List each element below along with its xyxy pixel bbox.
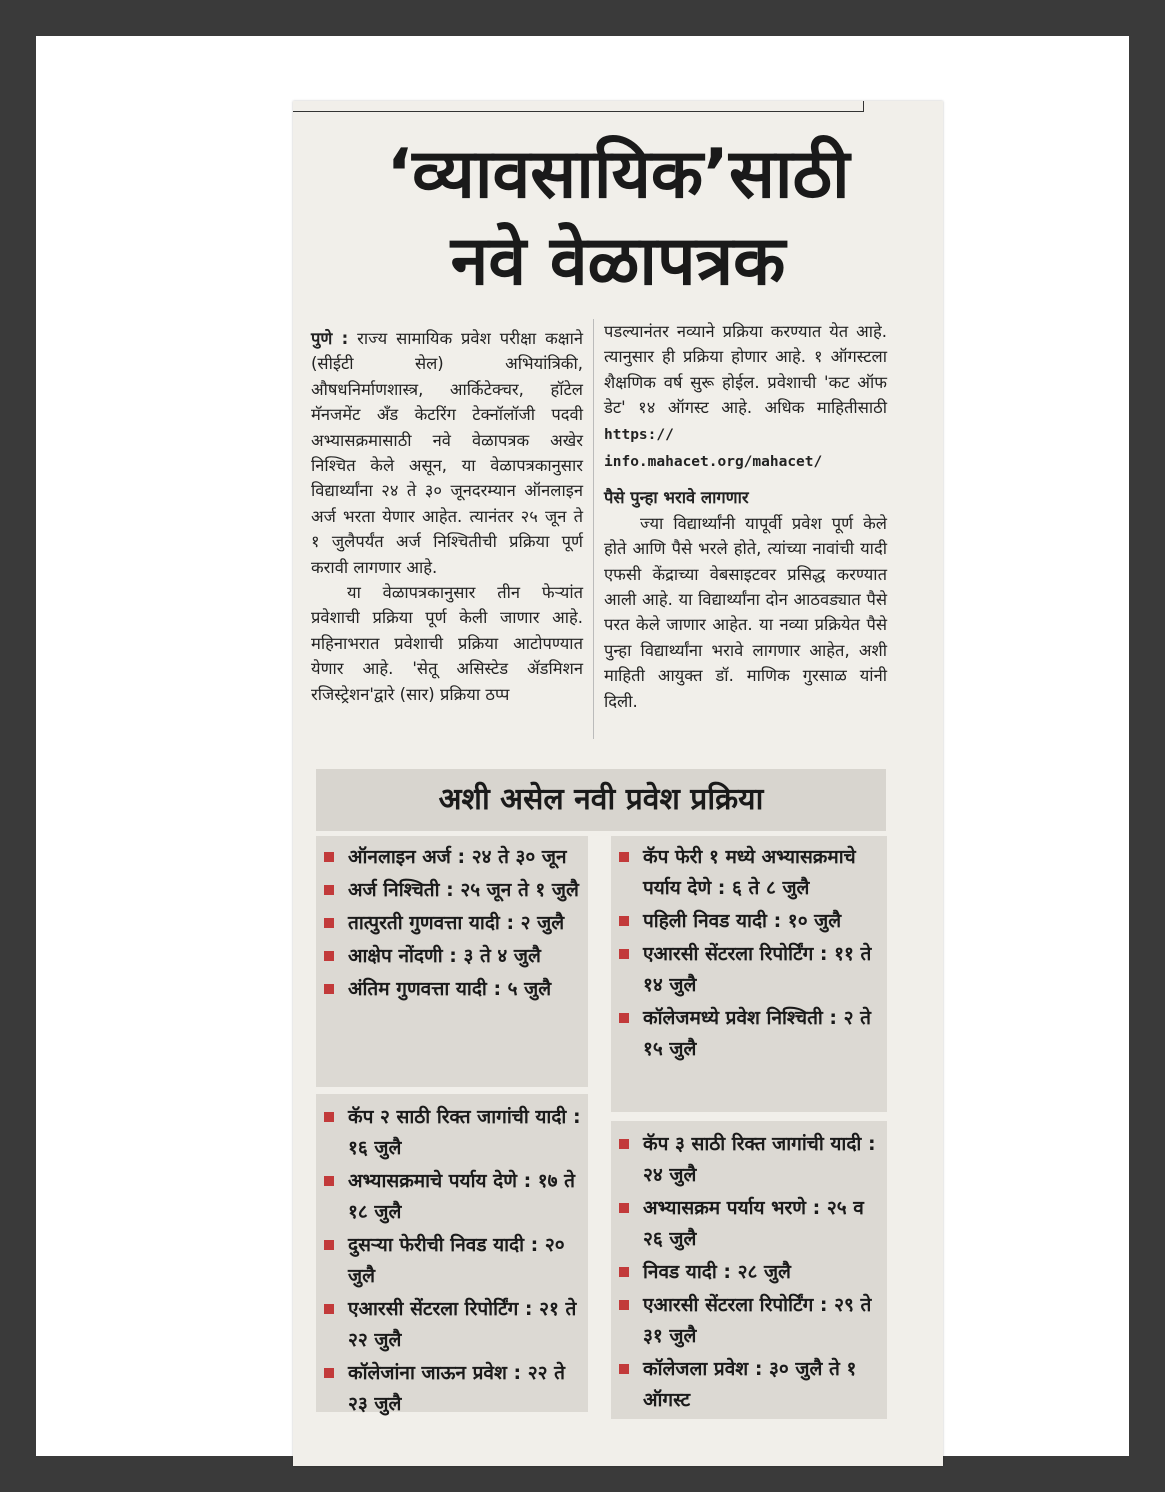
bullet-square-icon [324,1176,334,1186]
bullet-square-icon [324,1368,334,1378]
schedule-item-text: अर्ज निश्चिती : २५ जून ते १ जुलै [348,879,579,901]
schedule-item [611,1290,887,1352]
schedule-item-text: तात्पुरती गुणवत्ता यादी : २ जुलै [348,912,565,934]
bullet-square-icon [619,949,629,959]
dateline: पुणे : [311,329,349,348]
bullet-square-icon [324,1240,334,1250]
photo-mat [36,36,1129,1456]
schedule-item [316,1102,588,1164]
schedule-box-round-1 [611,836,887,1112]
bullet-square-icon [619,1300,629,1310]
schedule-item-text: ऑनलाइन अर्ज : २४ ते ३० जून [348,846,567,868]
schedule-item [611,842,887,904]
schedule-item [316,941,588,972]
schedule-item [611,1354,887,1416]
bullet-square-icon [324,885,334,895]
schedule-item-text: कॅप २ साठी रिक्त जागांची यादी : १६ जुलै [348,1106,581,1159]
article-paragraph: पुणे : राज्य सामायिक प्रवेश परीक्षा कक्षाने (सीईटी सेल) अभियांत्रिकी, औषधनिर्माणशास्त्र, आर्किटेक्चर, हॉटेल मॅनजमेंट अँड केटरिंग टेक्नॉलॉजी पदवी अभ्यासक्रमासाठी नवे वेळापत्रक अखेर निश्चित केले असून, या वेळापत्रकानुसार विद्यार्थ्यांना २४ ते ३० जूनदरम्यान ऑनलाइन अर्ज भरता येणार आहेत. त्यानंतर २५ जून ते १ जुलैपर्यंत अर्ज निश्चितीची प्रक्रिया पूर्ण करावी लागणार आहे. [311,329,583,577]
schedule-item [611,906,887,937]
bullet-square-icon [324,852,334,862]
article-right-column [604,319,887,714]
schedule-box-round-3 [611,1121,887,1419]
schedule-item-text: अभ्यासक्रम पर्याय भरणे : २५ व २६ जुलै [643,1197,864,1250]
article-paragraph: पडल्यानंतर नव्याने प्रक्रिया करण्यात येत आहे. त्यानुसार ही प्रक्रिया होणार आहे. १ ऑगस्टला शैक्षणिक वर्ष सुरू होईल. प्रवेशाची 'कट ऑफ डेट' १४ ऑगस्ट आहे. अधिक माहितीसाठी https:// info.mahacet.org/mahacet/ [604,322,887,471]
schedule-item-text: कॅप ३ साठी रिक्त जागांची यादी : २४ जुलै [643,1133,876,1186]
schedule-item [316,1230,588,1292]
bullet-square-icon [619,1203,629,1213]
schedule-title: अशी असेल नवी प्रवेश प्रक्रिया [316,769,886,831]
schedule-item [316,875,588,906]
bullet-square-icon [619,1013,629,1023]
headline [293,133,943,307]
top-rule [293,101,863,112]
column-divider [593,319,594,739]
schedule-item-text: पहिली निवड यादी : १० जुलै [643,910,842,932]
schedule-item [316,908,588,939]
schedule-item [316,974,588,1005]
schedule-box-round-0 [316,836,588,1087]
article-paragraph: ज्या विद्यार्थ्यांनी यापूर्वी प्रवेश पूर्ण केले होते आणि पैसे भरले होते, त्यांच्या नावांची यादी एफसी केंद्राच्या वेबसाइटवर प्रसिद्ध करण्यात आली आहे. या विद्यार्थ्यांना दोन आठवड्यात पैसे परत केले जाणार आहेत. या नव्या प्रक्रियेत पैसे पुन्हा विद्यार्थ्यांना भरावे लागणार आहेत, अशी माहिती आयुक्त डॉ. माणिक गुरसाळ यांनी दिली. [604,513,887,711]
schedule-item [316,1166,588,1228]
headline-line-2: नवे वेळापत्रक [450,222,786,301]
bullet-square-icon [619,1267,629,1277]
schedule-item [611,939,887,1001]
schedule-item-text: कॅप फेरी १ मध्ये अभ्यासक्रमाचे पर्याय देणे : ६ ते ८ जुलै [643,846,856,899]
schedule-item-text: आक्षेप नोंदणी : ३ ते ४ जुलै [348,945,541,967]
schedule-item-text: दुसऱ्या फेरीची निवड यादी : २० जुलै [348,1234,565,1287]
schedule-item-text: एआरसी सेंटरला रिपोर्टिंग : ११ ते १४ जुलै [643,943,872,996]
schedule-item-text: कॉलेजला प्रवेश : ३० जुलै ते १ ऑगस्ट [643,1358,857,1411]
headline-line-1: ‘व्यावसायिक’साठी [386,135,850,214]
schedule-item-text: अभ्यासक्रमाचे पर्याय देणे : १७ ते १८ जुलै [348,1170,575,1223]
article-subhead: पैसे पुन्हा भरावे लागणार [604,488,749,508]
website-link[interactable]: https:// info.mahacet.org/mahacet/ [604,426,823,471]
schedule-item [316,1358,588,1420]
schedule-item-text: कॉलेजमध्ये प्रवेश निश्चिती : २ ते १५ जुलै [643,1007,871,1060]
schedule-item [611,1129,887,1191]
schedule-item-text: एआरसी सेंटरला रिपोर्टिंग : २९ ते ३१ जुलै [643,1294,872,1347]
bullet-square-icon [324,918,334,928]
bullet-square-icon [324,984,334,994]
bullet-square-icon [619,852,629,862]
schedule-item-text: अंतिम गुणवत्ता यादी : ५ जुलै [348,978,552,1000]
article-paragraph: या वेळापत्रकानुसार तीन फेऱ्यांत प्रवेशाची प्रक्रिया पूर्ण केली जाणार आहे. महिनाभरात प्रवेशाची प्रक्रिया आटोपण्यात येणार आहे. 'सेतू असिस्टेड ॲडमिशन रजिस्ट्रेशन'द्वारे (सार) प्रक्रिया ठप्प [311,583,583,704]
bullet-square-icon [619,1364,629,1374]
schedule-item [611,1003,887,1065]
schedule-item-text: कॉलेजांना जाऊन प्रवेश : २२ ते २३ जुलै [348,1362,565,1415]
schedule-item [611,1257,887,1288]
bullet-square-icon [324,1304,334,1314]
bullet-square-icon [619,1139,629,1149]
bullet-square-icon [619,916,629,926]
newspaper-clipping [293,101,943,1466]
schedule-item [611,1193,887,1255]
schedule-item-text: निवड यादी : २८ जुलै [643,1261,791,1283]
bullet-square-icon [324,951,334,961]
bullet-square-icon [324,1112,334,1122]
schedule-item-text: एआरसी सेंटरला रिपोर्टिंग : २१ ते २२ जुलै [348,1298,577,1351]
article-left-column [311,326,583,707]
schedule-item [316,842,588,873]
schedule-box-round-2 [316,1094,588,1415]
top-rule-tick [863,101,864,112]
schedule-item [316,1294,588,1356]
